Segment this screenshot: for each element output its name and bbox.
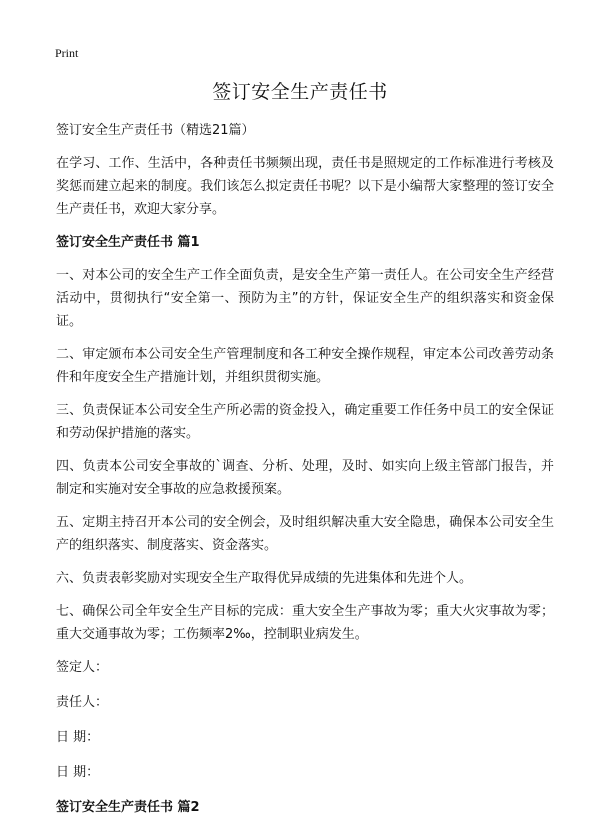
responsibility-item-6: 六、负责表彰奖励对实现安全生产取得优异成绩的先进集体和先进个人。 (56, 571, 473, 586)
responsibility-item-3: 三、负责保证本公司安全生产所必需的资金投入，确定重要工作任务中员工的安全保证和劳动保护措施的落实。 (56, 403, 554, 441)
responsibility-item-5: 五、定期主持召开本公司的安全例会，及时组织解决重大安全隐患，确保本公司安全生产的组织落实、制度落实、资金落实。 (56, 515, 554, 553)
responsibility-item-7: 七、确保公司全年安全生产目标的完成：重大安全生产事故为零；重大火灾事故为零；重大交通事故为零；工伤频率2‰，控制职业病发生。 (56, 604, 554, 642)
document-title: 签订安全生产责任书 (212, 81, 388, 103)
responsibility-item-2: 二、审定颁布本公司安全生产管理制度和各工种安全操作规程，审定本公司改善劳动条件和年度安全生产措施计划，并组织贯彻实施。 (56, 347, 554, 385)
intro-paragraph: 在学习、工作、生活中，各种责任书频频出现，责任书是照规定的工作标准进行考核及奖惩而建立起来的制度。我们该怎么拟定责任书呢？以下是小编帮大家整理的签订安全生产责任书，欢迎大家分享。 (56, 156, 554, 217)
section-heading-2: 签订安全生产责任书 篇2 (56, 800, 200, 815)
date-line-1: 日 期： (56, 730, 100, 745)
responsibility-item-1: 一、对本公司的安全生产工作全面负责，是安全生产第一责任人。在公司安全生产经营活动中，贯彻执行“安全第一、预防为主”的方针，保证安全生产的组织落实和资金保证。 (56, 268, 554, 329)
document-subtitle: 签订安全生产责任书（精选21篇） (56, 123, 255, 138)
date-line-2: 日 期： (56, 765, 100, 780)
responsible-person-line: 责任人： (56, 695, 109, 710)
document-body (56, 119, 554, 829)
responsibility-item-4: 四、负责本公司安全事故的`调查、分析、处理，及时、如实向上级主管部门报告，并制定和实施对安全事故的应急救援预案。 (56, 459, 554, 497)
print-label: Print (55, 46, 79, 60)
signatory-line: 签定人： (56, 660, 109, 675)
section-heading-1: 签订安全生产责任书 篇1 (56, 235, 200, 250)
